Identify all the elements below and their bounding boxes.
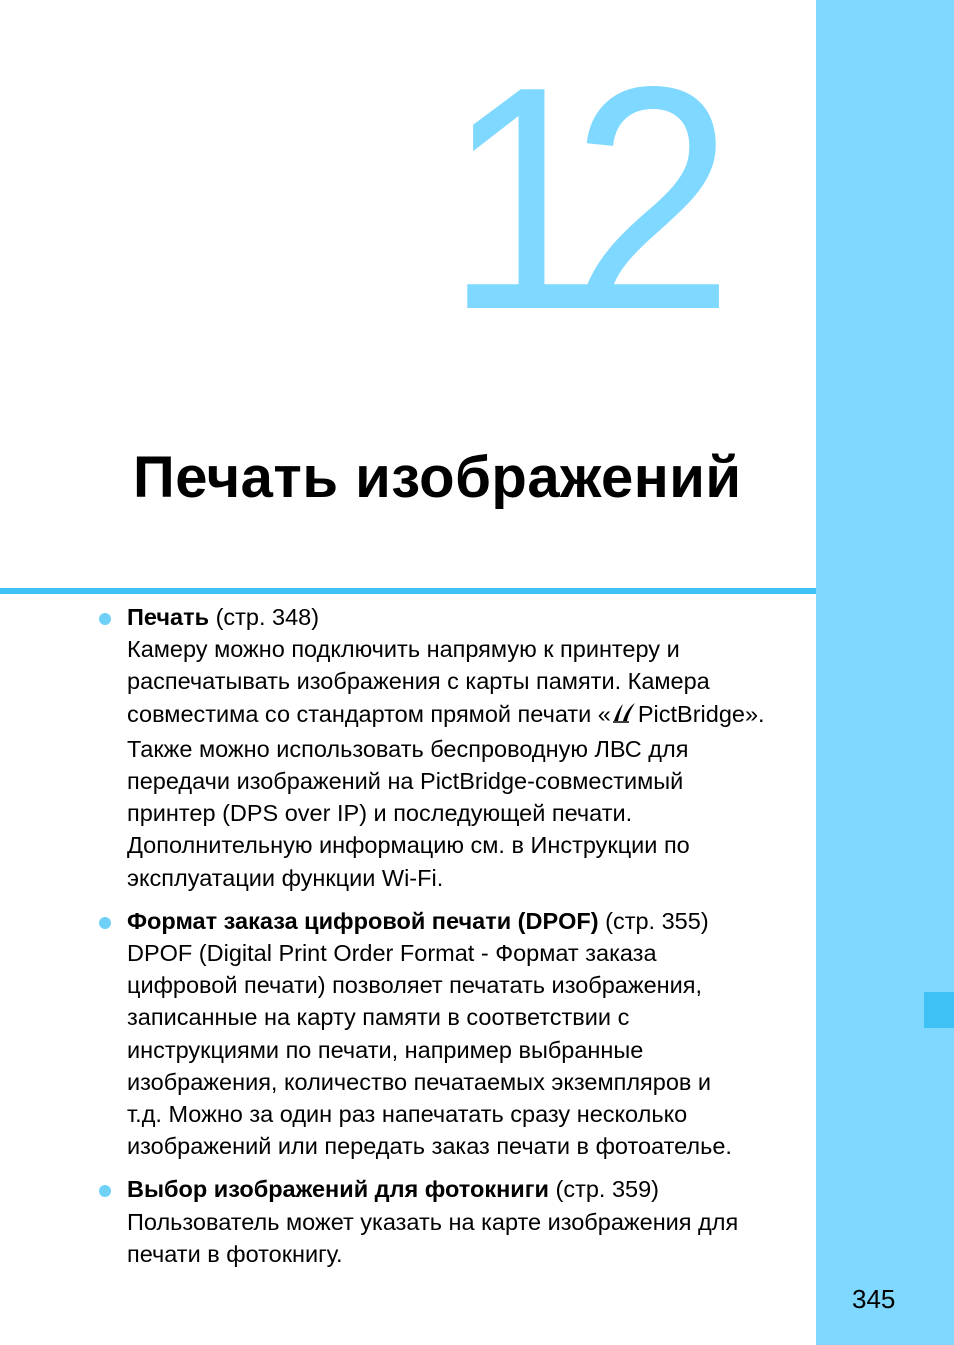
body-line: Пользователь может указать на карте изображения для (127, 1208, 739, 1235)
chapter-tab-marker (924, 992, 954, 1028)
pictbridge-icon (611, 701, 637, 733)
bullet-icon (99, 917, 111, 929)
section-heading-line (127, 601, 807, 633)
body-line: печати в фотокнигу. (127, 1240, 343, 1267)
body-line: эксплуатации функции Wi-Fi. (127, 864, 444, 891)
body-line (127, 698, 807, 733)
page-number: 345 (852, 1284, 896, 1314)
page-reference: (стр. 359) (548, 1176, 659, 1203)
section-divider (0, 588, 816, 594)
body-line: принтер (DPS over IP) и последующей печати. (127, 800, 633, 827)
section-heading: Формат заказа цифровой печати (DPOF) (127, 907, 599, 934)
body-line: т.д. Можно за один раз напечатать сразу несколько (127, 1101, 688, 1128)
body-text: совместима со стандартом прямой печати « (127, 700, 611, 727)
content (127, 601, 807, 1281)
page-reference: (стр. 348) (209, 604, 320, 630)
bullet-icon (99, 613, 111, 625)
bullet-icon (99, 1185, 111, 1197)
section-photobook (127, 1173, 807, 1270)
section-dpof (127, 905, 807, 1163)
section-printing (127, 601, 807, 894)
chapter-title: Печать изображений (133, 445, 742, 510)
body-line: Также можно использовать беспроводную ЛВС для (127, 735, 689, 762)
body-line: передачи изображений на PictBridge-совместимый (127, 768, 684, 795)
body-line: изображения, количество печатаемых экземпляров и (127, 1068, 712, 1095)
body-line: записанные на карту памяти в соответствии с (127, 1004, 630, 1031)
section-heading: Выбор изображений для фотокниги (127, 1176, 549, 1203)
body-line: изображений или передать заказ печати в фотоателье. (127, 1133, 732, 1160)
body-text: PictBridge». (637, 700, 765, 727)
side-bar (816, 0, 954, 1345)
chapter-number: 12 (445, 21, 697, 376)
section-heading-line (127, 905, 807, 937)
page-reference: (стр. 355) (598, 907, 709, 934)
body-line: распечатывать изображения с карты памяти. Камера (127, 668, 710, 695)
body-line: цифровой печати) позволяет печатать изображения, (127, 972, 703, 999)
body-line: Камеру можно подключить напрямую к принтеру и (127, 636, 680, 663)
body-line: инструкциями по печати, например выбранные (127, 1036, 644, 1063)
section-heading-line (127, 1173, 807, 1205)
body-line: Дополнительную информацию см. в Инструкции по (127, 832, 690, 859)
section-heading: Печать (127, 604, 210, 630)
body-line: DPOF (Digital Print Order Format - Формат заказа (127, 940, 657, 967)
